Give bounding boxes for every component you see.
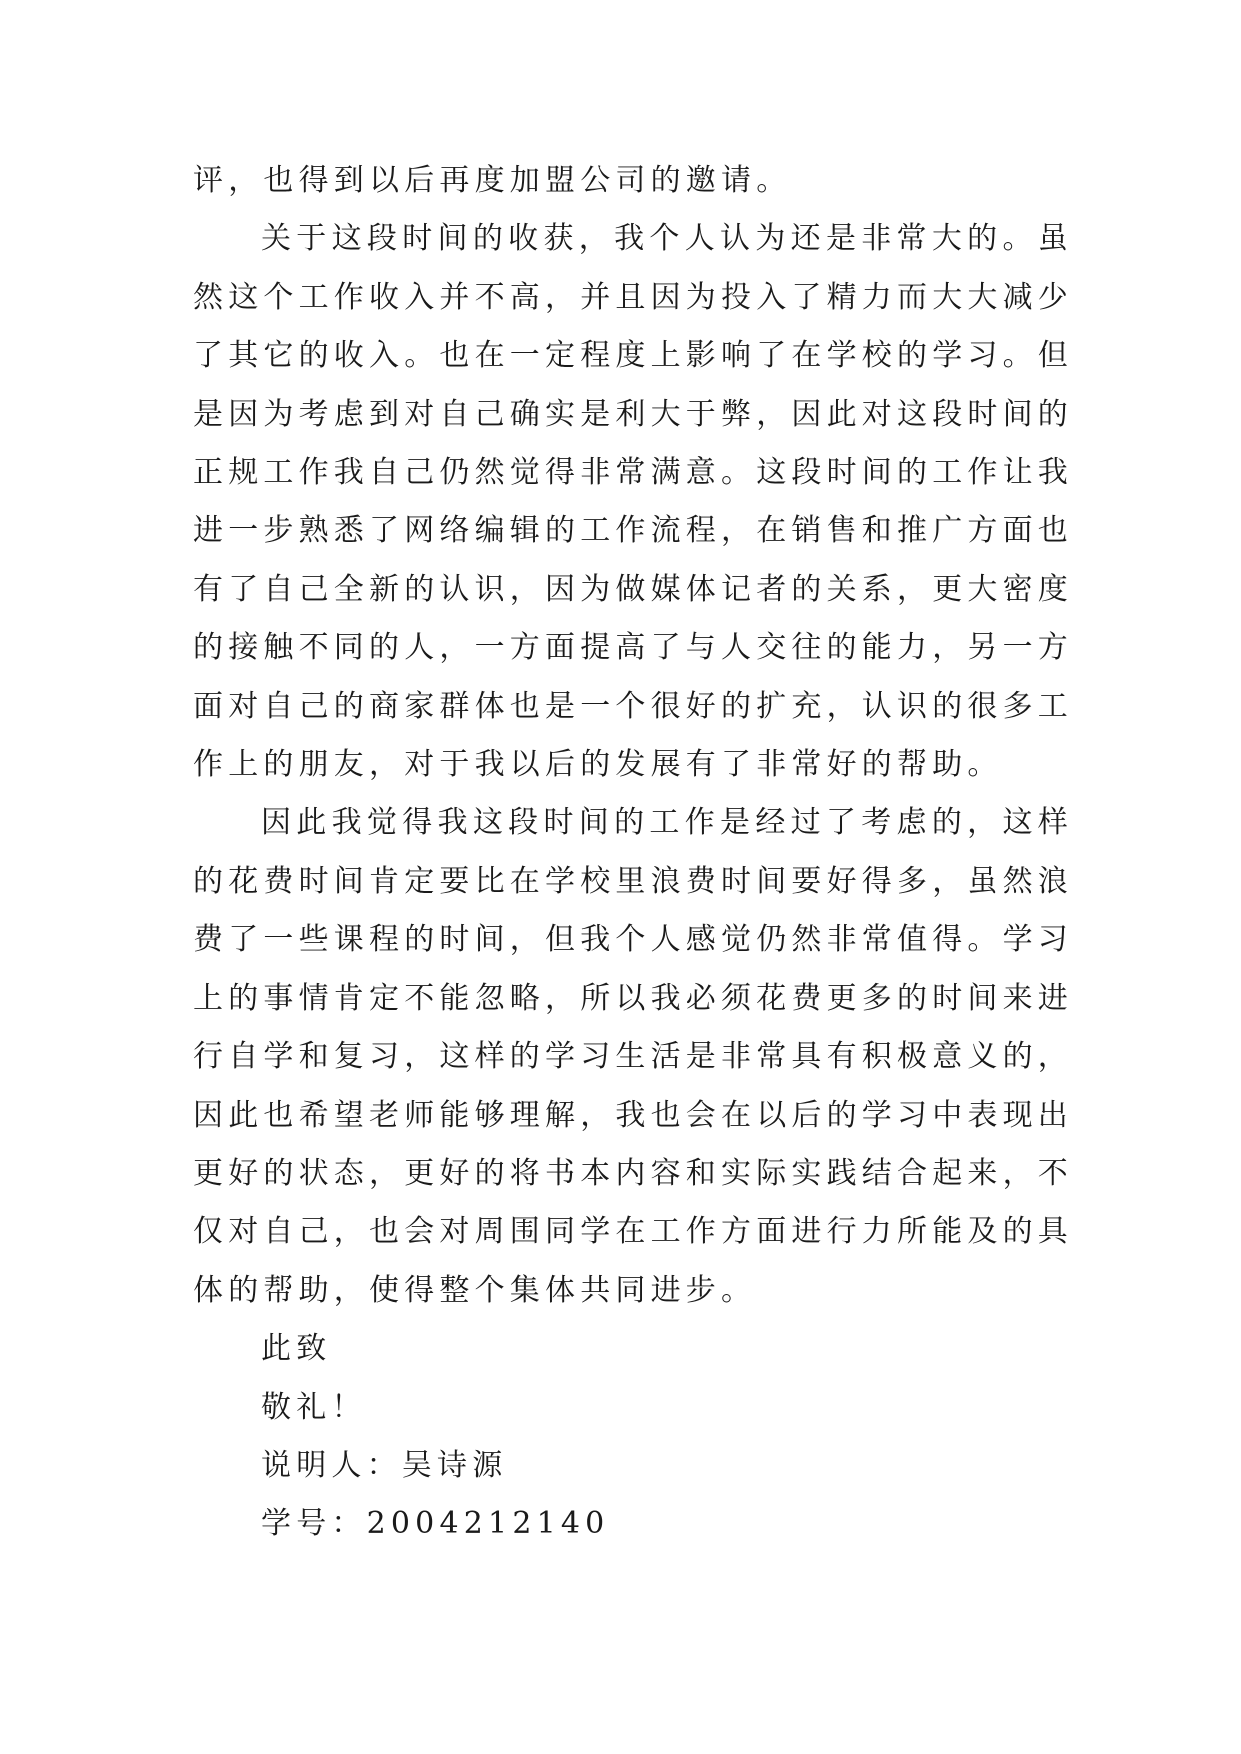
student-id: 学号：2004212140 (261, 1506, 610, 1542)
paragraph-continuation: 评，也得到以后再度加盟公司的邀请。 (193, 163, 792, 198)
paragraph-gains: 关于这段时间的收获，我个人认为还是非常大的。虽然这个工作收入并不高，并且因为投入了精力而大大减少了其它的收入。也在一定程度上影响了在学校的学习。但是因为考虑到对自己确实是利大于弊，因此对这段时间的正规工作我自己仍然觉得非常满意。这段时间的工作让我进一步熟悉了网络编辑的工作流程，在销售和推广方面也有了自己全新的认识，因为做媒体记者的关系，更大密度的接触不同的人，一方面提高了与人交往的能力，另一方面对自己的商家群体也是一个很好的扩充，认识的很多工作上的朋友，对于我以后的发展有了非常好的帮助。 (193, 221, 1073, 783)
closing-regards: 敬礼！ (261, 1389, 367, 1425)
paragraph-conclusion: 因此我觉得我这段时间的工作是经过了考虑的，这样的花费时间肯定要比在学校里浪费时间要好得多，虽然浪费了一些课程的时间，但我个人感觉仍然非常值得。学习上的事情肯定不能忽略，所以我必须花费更多的时间来进行自学和复习，这样的学习生活是非常具有积极意义的，因此也希望老师能够理解，我也会在以后的学习中表现出更好的状态，更好的将书本内容和实际实践结合起来，不仅对自己，也会对周围同学在工作方面进行力所能及的具体的帮助，使得整个集体共同进步。 (193, 805, 1073, 1308)
author-name: 说明人：吴诗源 (261, 1447, 508, 1483)
closing-salutation: 此致 (261, 1331, 332, 1367)
letter-body (193, 152, 1073, 1554)
